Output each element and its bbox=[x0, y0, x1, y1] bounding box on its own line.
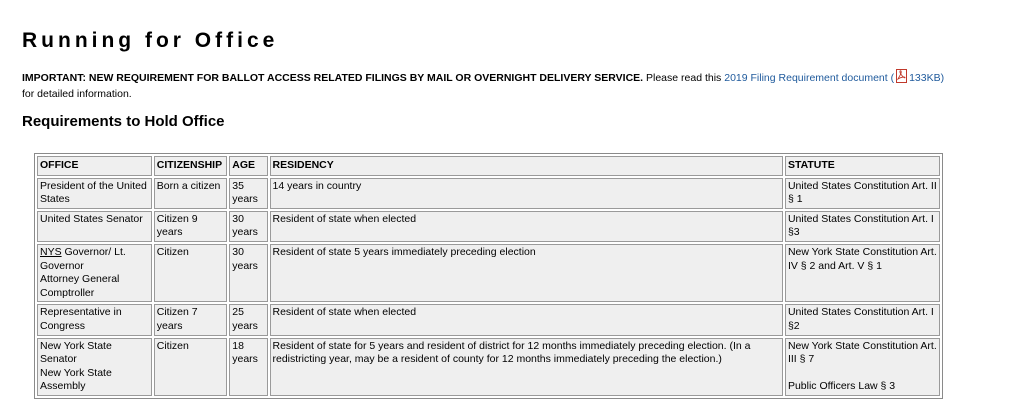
cell-residency: Resident of state when elected bbox=[270, 304, 783, 335]
office-abbreviation: NYS bbox=[40, 245, 62, 258]
cell-age: 35 years bbox=[229, 178, 267, 209]
pdf-icon bbox=[895, 69, 908, 87]
column-header-age: AGE bbox=[229, 156, 267, 176]
table-row bbox=[37, 338, 940, 396]
office-text: Attorney General bbox=[40, 273, 120, 286]
cell-citizenship: Citizen 9 years bbox=[154, 211, 227, 242]
cell-age: 18 years bbox=[229, 338, 267, 396]
column-header-citizenship: CITIZENSHIP bbox=[154, 156, 227, 176]
cell-office bbox=[37, 338, 152, 396]
page-title: Running for Office bbox=[22, 29, 279, 52]
cell-office: Representative in Congress bbox=[37, 304, 152, 335]
cell-statute bbox=[785, 338, 940, 396]
cell-statute: United States Constitution Art. II § 1 bbox=[785, 178, 940, 209]
cell-residency: 14 years in country bbox=[270, 178, 783, 209]
section-title: Requirements to Hold Office bbox=[22, 113, 225, 130]
cell-citizenship: Citizen bbox=[154, 338, 227, 396]
cell-age: 25 years bbox=[229, 304, 267, 335]
notice-intro-text: Please read this bbox=[643, 72, 725, 84]
column-header-statute: STATUTE bbox=[785, 156, 940, 176]
filing-notice bbox=[22, 69, 997, 101]
notice-important-text: IMPORTANT: NEW REQUIREMENT FOR BALLOT ACCESS RELATED FILINGS BY MAIL OR OVERNIGHT DELIVERY SERVICE. bbox=[22, 72, 644, 84]
table-row bbox=[37, 178, 940, 209]
cell-citizenship: Citizen 7 years bbox=[154, 304, 227, 335]
office-text: Comptroller bbox=[40, 286, 95, 299]
office-text: Governor/ Lt. Governor bbox=[40, 245, 126, 272]
cell-age: 30 years bbox=[229, 244, 267, 302]
table-row bbox=[37, 211, 940, 242]
cell-residency: Resident of state when elected bbox=[270, 211, 783, 242]
cell-citizenship: Citizen bbox=[154, 244, 227, 302]
cell-office: United States Senator bbox=[37, 211, 152, 242]
cell-residency: Resident of state 5 years immediately preceding election bbox=[270, 244, 783, 302]
cell-statute: New York State Constitution Art. IV § 2 and Art. V § 1 bbox=[785, 244, 940, 302]
office-text: New York State Assembly bbox=[40, 366, 112, 393]
column-header-residency: RESIDENCY bbox=[270, 156, 783, 176]
table-row bbox=[37, 244, 940, 302]
cell-office: President of the United States bbox=[37, 178, 152, 209]
filing-requirement-link[interactable] bbox=[724, 72, 944, 84]
cell-age: 30 years bbox=[229, 211, 267, 242]
cell-statute: United States Constitution Art. I §2 bbox=[785, 304, 940, 335]
cell-citizenship: Born a citizen bbox=[154, 178, 227, 209]
cell-office bbox=[37, 244, 152, 302]
statute-text: New York State Constitution Art. III § 7 bbox=[787, 339, 937, 366]
requirements-table-wrapper bbox=[34, 153, 943, 399]
cell-residency: Resident of state for 5 years and resident of district for 12 months immediately preceding election. (In a redistricting year, may be a resident of county for 12 months immediately preceding the election.) bbox=[270, 338, 783, 396]
filing-requirement-link-size: 133KB) bbox=[909, 72, 945, 84]
column-header-office: OFFICE bbox=[37, 156, 152, 176]
cell-statute: United States Constitution Art. I §3 bbox=[785, 211, 940, 242]
statute-text: Public Officers Law § 3 bbox=[787, 380, 896, 393]
office-text: New York State Senator bbox=[40, 339, 112, 366]
requirements-table bbox=[34, 153, 943, 399]
notice-outro-text: for detailed information. bbox=[22, 88, 132, 100]
filing-requirement-link-text: 2019 Filing Requirement document ( bbox=[724, 72, 895, 84]
table-row bbox=[37, 304, 940, 335]
table-header-row bbox=[37, 156, 940, 176]
